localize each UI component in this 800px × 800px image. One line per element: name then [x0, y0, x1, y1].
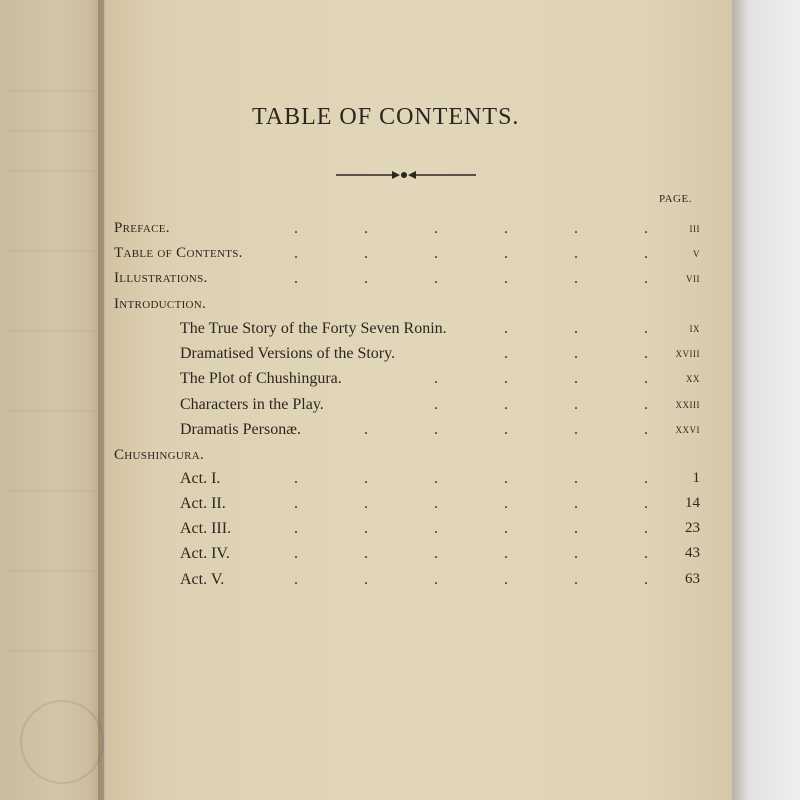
toc-entry-page: xx [686, 370, 700, 385]
toc-entry-label: Preface. [114, 220, 170, 236]
toc-entry: Dramatised Versions of the Story. . . . xviii [180, 345, 700, 362]
toc-entry-page: v [693, 245, 700, 260]
toc-entry: The True Story of the Forty Seven Ronin. . . . ix [180, 320, 700, 337]
toc-entry-label: Act. III. [180, 520, 232, 537]
page-title: TABLE OF CONTENTS. [252, 104, 520, 130]
toc-entry: Characters in the Play. . . . . xxiii [180, 396, 700, 413]
toc-entry-page: ix [689, 320, 700, 335]
toc-entry-page: xxvi [675, 421, 700, 436]
toc-entry-page: 14 [685, 495, 700, 511]
toc-entry-label: Act. V. [180, 571, 225, 588]
toc-entry: Act. IV. . . . . . . 43 [180, 545, 700, 562]
toc-entry-page: 43 [685, 545, 700, 561]
toc-entry-label: Act. II. [180, 495, 226, 512]
toc-entry-label: Chushingura. [114, 447, 205, 463]
toc-entry: Act. I. . . . . . . 1 [180, 470, 700, 487]
page-column-label: PAGE. [659, 193, 692, 205]
toc-entry-label: The True Story of the Forty Seven Ronin. [180, 320, 447, 337]
toc-entry: Act. II. . . . . . . 14 [180, 495, 700, 512]
toc-entry: Illustrations. . . . . . . vii [114, 270, 700, 287]
toc-entry-label: The Plot of Chushingura. [180, 370, 342, 387]
toc-entry-label: Table of Contents. [114, 245, 243, 261]
toc-entry-page: vii [686, 270, 700, 285]
toc-entry [114, 296, 702, 318]
toc-entry-label: Dramatised Versions of the Story. [180, 345, 396, 362]
toc-entry-label: Illustrations. [114, 270, 208, 286]
toc-entry-page: xxiii [675, 396, 700, 411]
toc-entry [114, 447, 702, 469]
library-stamp-mark [20, 700, 104, 784]
background-surface [732, 0, 800, 800]
toc-entry-page: iii [689, 220, 700, 235]
toc-entry: Act. III. . . . . . . 23 [180, 520, 700, 537]
title-ornament [336, 168, 476, 182]
toc-entry: Preface. . . . . . . iii [114, 220, 700, 237]
left-page [0, 0, 104, 800]
toc-entry-label: Dramatis Personæ. [180, 421, 301, 438]
toc-entry-label: Characters in the Play. [180, 396, 324, 413]
toc-entry: Dramatis Personæ. . . . . . xxvi [180, 421, 700, 438]
toc-entry-page: 63 [685, 571, 700, 587]
toc-entry-page: xviii [675, 345, 700, 360]
toc-entry-page: 23 [685, 520, 700, 536]
toc-entry-page: 1 [692, 470, 700, 486]
toc-entry-label: Act. IV. [180, 545, 230, 562]
toc-entry-label: Act. I. [180, 470, 221, 487]
toc-entry: Act. V. . . . . . . 63 [180, 571, 700, 588]
toc-entry: The Plot of Chushingura. . . . . xx [180, 370, 700, 387]
toc-entry-label: Introduction. [114, 296, 207, 312]
toc-entry: Table of Contents. . . . . . . v [114, 245, 700, 262]
